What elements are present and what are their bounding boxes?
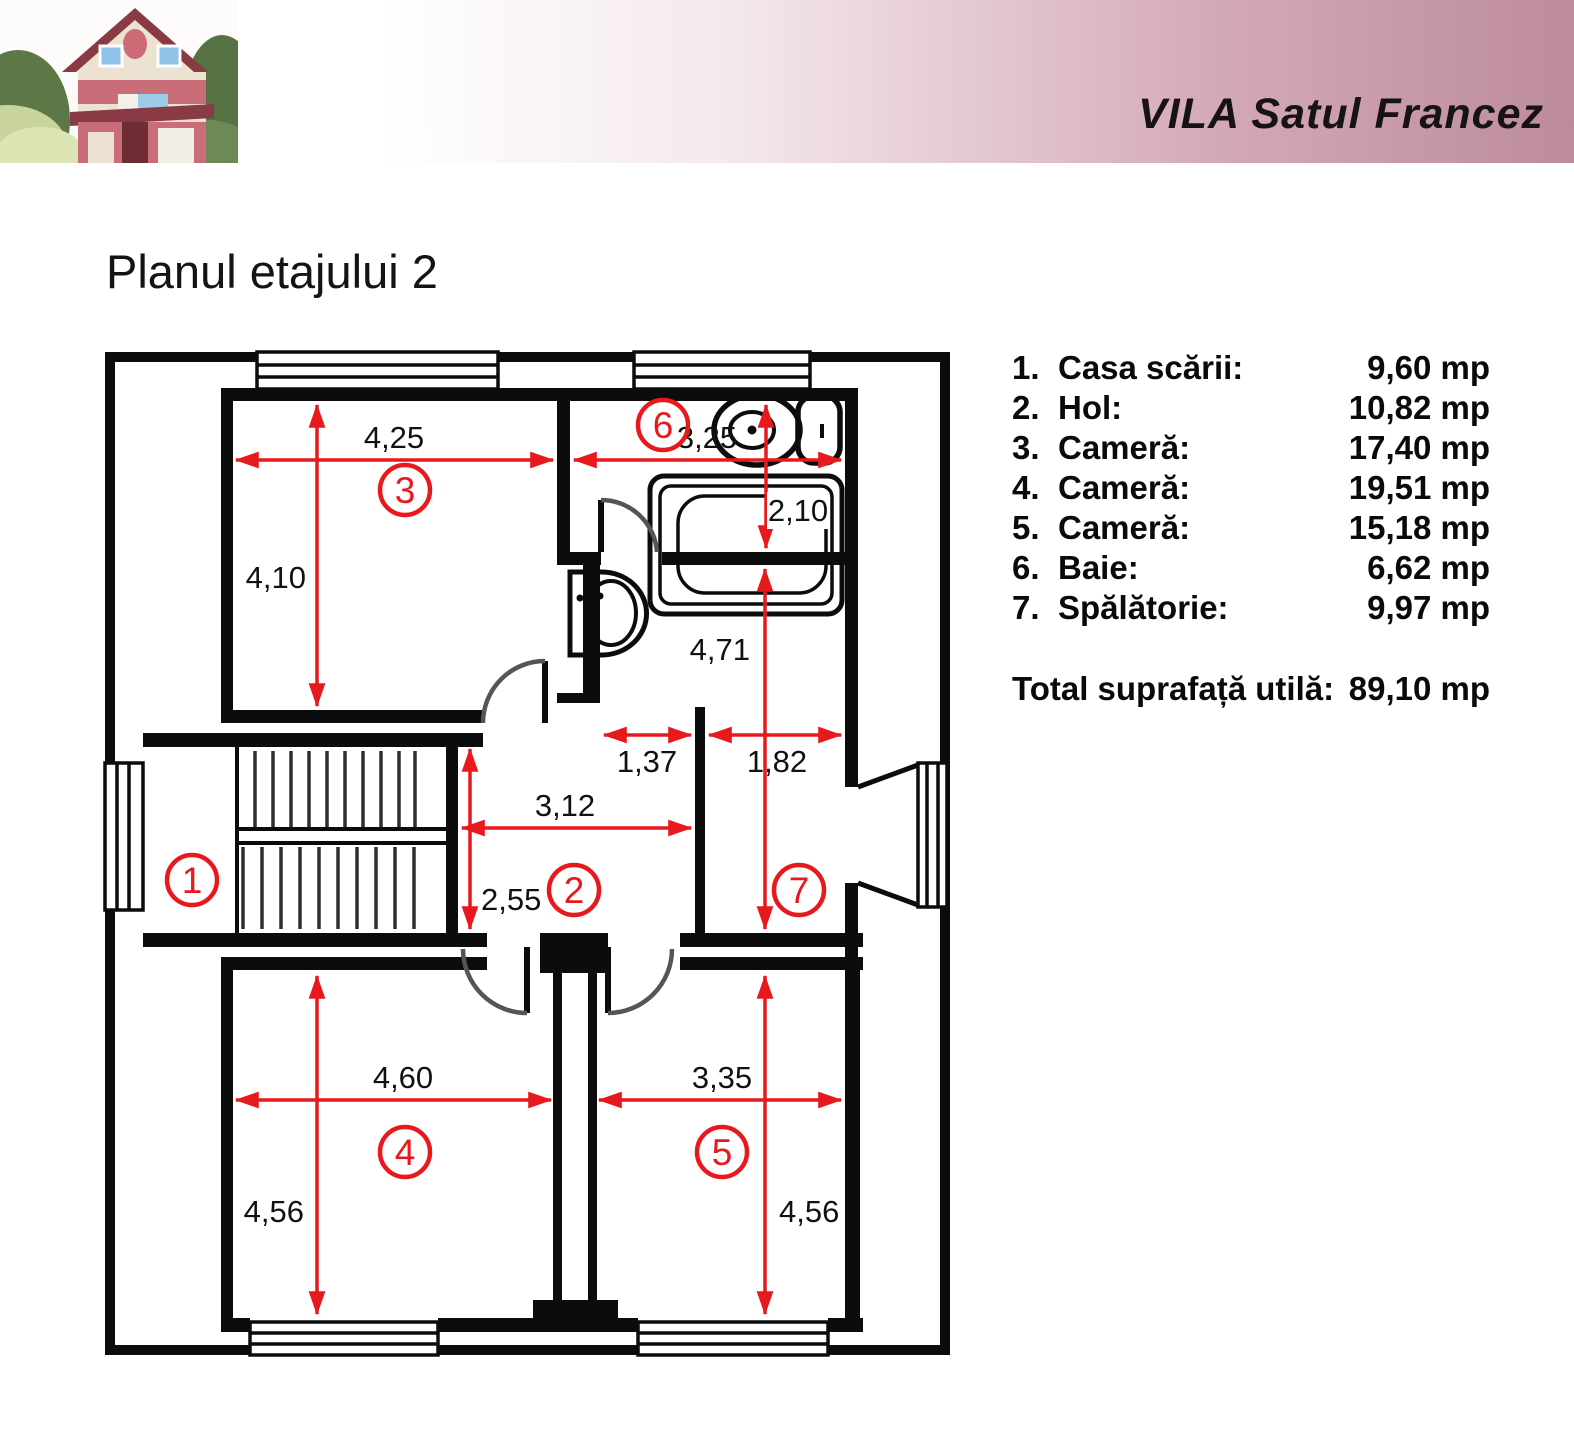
svg-text:4: 4: [394, 1132, 416, 1173]
legend-item-number: 6.: [1012, 549, 1040, 586]
dim-label: 4,56: [779, 1194, 840, 1229]
door-room3: [483, 661, 545, 723]
legend-total-label: Total suprafață utilă:: [1012, 670, 1335, 707]
legend-item-value: 9,60 mp: [1367, 349, 1490, 386]
legend-item-value: 6,62 mp: [1367, 549, 1490, 586]
window-reveal-room7: [858, 765, 918, 905]
sink: [570, 572, 647, 655]
room-marker-4: [380, 1127, 430, 1177]
legend-item-number: 1.: [1012, 349, 1040, 386]
legend-item-value: 9,97 mp: [1367, 589, 1490, 626]
legend-item-label: Hol:: [1058, 389, 1123, 426]
legend-item-value: 10,82 mp: [1348, 389, 1490, 426]
svg-text:7: 7: [788, 870, 810, 911]
header-title: VILA Satul Francez: [1138, 90, 1544, 138]
window-left: [105, 763, 143, 910]
legend-total-value: 89,10 mp: [1348, 670, 1490, 707]
dim-label: 1,82: [746, 744, 808, 779]
room-marker-1: [167, 855, 217, 905]
svg-text:1: 1: [181, 860, 203, 901]
legend-item-number: 4.: [1012, 469, 1040, 506]
door-room5: [608, 947, 672, 1013]
legend-item-number: 7.: [1012, 589, 1040, 626]
dim-label: 4,71: [689, 632, 750, 667]
legend-item-label: Cameră:: [1058, 429, 1191, 466]
legend-item-value: 15,18 mp: [1348, 509, 1490, 546]
dimension-lines: [236, 405, 841, 1314]
legend-item-number: 5.: [1012, 509, 1040, 546]
dim-label: 2,10: [767, 493, 829, 528]
page-title: Planul etajului 2: [106, 245, 438, 298]
window-top-right: [634, 352, 810, 389]
legend-item-number: 2.: [1012, 389, 1040, 426]
room-marker-5: [697, 1127, 747, 1177]
legend-item-label: Spălătorie:: [1058, 589, 1229, 626]
legend-item-label: Baie:: [1058, 549, 1139, 586]
svg-text:2: 2: [563, 870, 585, 911]
dim-label: 2,55: [481, 882, 542, 917]
legend-item-number: 3.: [1012, 429, 1040, 466]
door-room4: [463, 947, 527, 1013]
room-marker-2: [549, 865, 599, 915]
legend-item-value: 19,51 mp: [1348, 469, 1490, 506]
dim-label: 4,60: [372, 1060, 434, 1095]
legend-item-value: 17,40 mp: [1348, 429, 1490, 466]
dim-label: 4,56: [243, 1194, 304, 1229]
dim-label: 3,35: [691, 1060, 753, 1095]
interior-walls: [143, 388, 863, 1332]
svg-text:6: 6: [652, 405, 674, 446]
dim-label: 1,37: [616, 744, 678, 779]
legend-item-label: Cameră:: [1058, 509, 1191, 546]
dim-label: 4,25: [363, 420, 425, 455]
svg-text:3: 3: [394, 470, 416, 511]
svg-text:5: 5: [711, 1132, 733, 1173]
room-marker-7: [774, 865, 824, 915]
legend-item-label: Casa scării:: [1058, 349, 1244, 386]
legend-item-label: Cameră:: [1058, 469, 1191, 506]
dim-label: 3,12: [534, 788, 596, 823]
dimension-labels: [244, 420, 840, 1229]
window-bottom-right: [638, 1322, 828, 1355]
window-bottom-left: [250, 1322, 438, 1355]
dim-label: 3,25: [676, 420, 738, 455]
window-top-left: [257, 352, 498, 389]
room-marker-3: [380, 465, 430, 515]
window-right: [918, 763, 947, 907]
staircase: [237, 747, 446, 933]
dim-label: 4,10: [245, 560, 306, 595]
